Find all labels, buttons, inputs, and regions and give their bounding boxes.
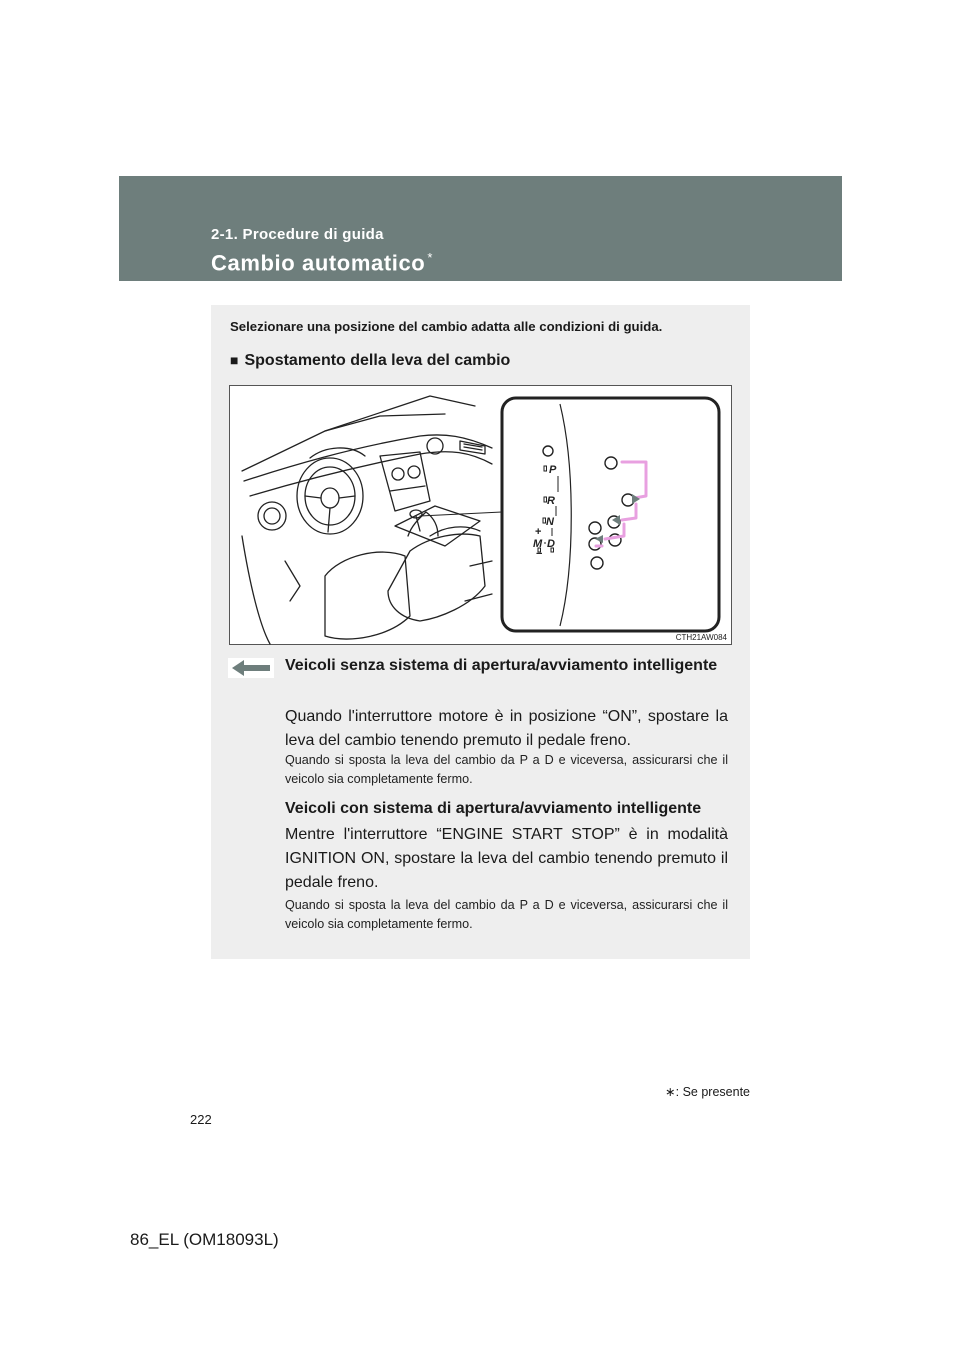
section-2-heading: Veicoli con sistema di apertura/avviamento intelligente: [285, 800, 702, 817]
intro-text: Selezionare una posizione del cambio adatta alle condizioni di guida.: [230, 319, 663, 334]
gate-label-n: N: [546, 516, 554, 528]
footnote: ∗: Se presente: [665, 1085, 750, 1099]
gate-label-d: D: [547, 538, 555, 550]
subheading: [230, 352, 510, 370]
square-bullet-icon: ■: [230, 352, 239, 368]
gate-label-m: M: [533, 538, 543, 550]
optional-asterisk: *: [427, 250, 434, 265]
page-number: 222: [190, 1112, 212, 1127]
left-arrow-shape: [228, 658, 274, 678]
section-1-body: Quando l'interruttore motore è in posizione “ON”, spostare la leva del cambio tenendo premuto il pedale freno.: [285, 708, 728, 749]
left-arrow-icon: [228, 658, 274, 678]
figure-code: CTH21AW084: [675, 633, 727, 642]
cockpit-illustration: [230, 386, 733, 646]
gate-label-p: P: [549, 464, 557, 476]
section-1-note: Quando si sposta la leva del cambio da P a D e viceversa, assicurarsi che il veicolo sia completamente fermo.: [285, 753, 728, 786]
page-title-text: Cambio automatico: [211, 250, 426, 276]
subheading-text: Spostamento della leva del cambio: [244, 352, 511, 369]
gate-label-r: R: [547, 495, 555, 507]
shift-lever-figure: [229, 385, 732, 645]
section-1-heading: Veicoli senza sistema di apertura/avviamento intelligente: [285, 657, 718, 674]
dashboard-drawing: [242, 396, 502, 644]
gate-label-plus: +: [535, 526, 542, 538]
section-label: 2-1. Procedure di guida: [211, 226, 384, 243]
gate-label-minus: −: [536, 548, 543, 560]
zoom-callout-frame: [502, 398, 719, 631]
page-title: [211, 250, 433, 276]
section-2-note: Quando si sposta la leva del cambio da P a D e viceversa, assicurarsi che il veicolo sia completamente fermo.: [285, 898, 728, 931]
document-code: 86_EL (OM18093L): [130, 1230, 279, 1249]
section-2-body: Mentre l'interruttore “ENGINE START STOP” è in modalità IGNITION ON, spostare la leva del cambio tenendo premuto il pedale freno.: [285, 826, 728, 891]
